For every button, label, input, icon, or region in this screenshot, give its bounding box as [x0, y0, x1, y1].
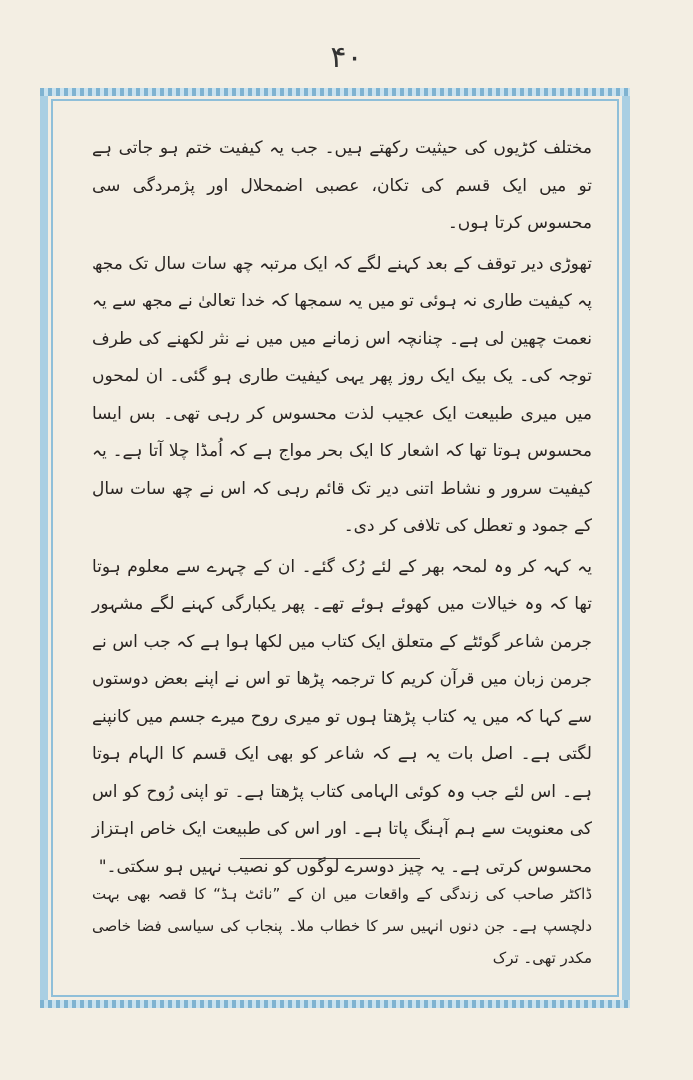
body-text: [92, 130, 592, 889]
footnote: [92, 878, 592, 974]
paragraph-2: تھوڑی دیر توقف کے بعد کہنے لگے کہ ایک مرتبہ چھ سات سال تک مجھ پہ کیفیت طاری نہ ہوئی تو میں یہ سمجھا کہ خدا تعالیٰ نے مجھ سے یہ نعمت چھین لی ہے۔ چنانچہ اس زمانے میں میں نے نثر لکھنے کی طرف توجہ کی۔ یک بیک ایک روز پھر یہی کیفیت طاری ہو گئی۔ ان لمحوں میں میری طبیعت ایک عجیب لذت محسوس کر رہی تھی۔ بس ایسا محسوس ہوتا تھا کہ اشعار کا ایک بحر مواج ہے کہ اُمڈا چلا آتا ہے۔ یہ کیفیت سرور و نشاط اتنی دیر تک قائم رہی کہ اس نے چھ سات سال کے جمود و تعطل کی تلافی کر دی۔: [92, 253, 592, 536]
footnote-separator: [240, 858, 420, 859]
page-number: ۴۰: [330, 40, 363, 75]
paragraph-1: مختلف کڑیوں کی حیثیت رکھتے ہیں۔ جب یہ کیفیت ختم ہو جاتی ہے تو میں ایک قسم کی تکان، عصبی اضمحلال اور پژمردگی سی محسوس کرتا ہوں۔: [92, 138, 592, 233]
paragraph-3: یہ کہہ کر وہ لمحہ بھر کے لئے رُک گئے۔ ان کے چہرے سے معلوم ہوتا تھا کہ وہ خیالات میں کھوئے ہوئے تھے۔ پھر یکبارگی کہنے لگے مشہور جرمن شاعر گوئٹے کے متعلق ایک کتاب میں لکھا ہوا ہے کہ جب اس نے جرمن زبان میں قرآن کریم کا ترجمہ پڑھا تو اس نے اپنے بعض دوستوں سے کہا کہ میں یہ کتاب پڑھتا ہوں تو میری روح میرے جسم میں کانپنے لگتی ہے۔ اصل بات یہ ہے کہ شاعر کو بھی ایک قسم کا الہام ہوتا ہے۔ اس لئے جب وہ کوئی الہامی کتاب پڑھتا ہے۔ تو اپنی رُوح کو اس کی معنویت سے ہم آہنگ پاتا ہے۔ اور اس کی طبیعت ایک خاص اہتزاز محسوس کرتی ہے۔ یہ چیز دوسرے لوگوں کو نصیب نہیں ہو سکتی۔": [92, 556, 592, 877]
footnote-text: ڈاکٹر صاحب کی زندگی کے واقعات میں ان کے ”نائٹ ہڈ“ کا قصہ بھی بہت دلچسپ ہے۔ جن دنوں انہیں سر کا خطاب ملا۔ پنجاب کی سیاسی فضا خاصی مکدر تھی۔ ترک: [92, 885, 592, 967]
